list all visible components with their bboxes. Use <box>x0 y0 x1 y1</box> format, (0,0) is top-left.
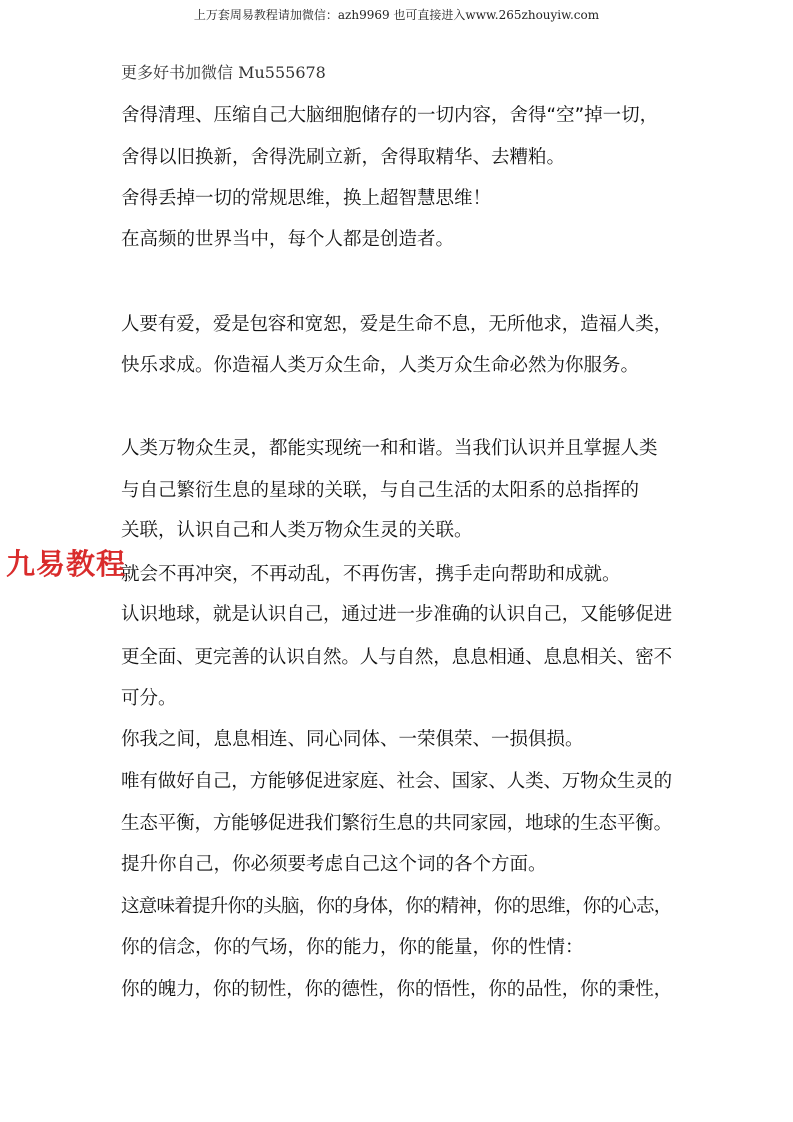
body-line: 你我之间，息息相连、同心同体、一荣俱荣、一损俱损。 <box>121 729 584 750</box>
header-banner: 上万套周易教程请加微信：azh9969 也可直接进入www.265zhouyiw.com <box>193 8 600 22</box>
body-line: 生态平衡，方能够促进我们繁衍生息的共同家园，地球的生态平衡。 <box>121 813 673 834</box>
body-line: 你的信念，你的气场，你的能力，你的能量，你的性情： <box>121 937 584 958</box>
body-line: 在高频的世界当中，每个人都是创造者。 <box>121 229 455 250</box>
body-line: 快乐求成。你造福人类万众生命，人类万众生命必然为你服务。 <box>121 355 640 376</box>
body-line: 关联，认识自己和人类万物众生灵的关联。 <box>121 520 473 541</box>
body-line: 舍得丢掉一切的常规思维，换上超智慧思维！ <box>121 188 492 209</box>
body-line: 人要有爱，爱是包容和宽恕，爱是生命不息，无所他求，造福人类， <box>121 314 673 335</box>
body-line: 你的魄力，你的韧性，你的德性，你的悟性，你的品性，你的秉性， <box>121 979 673 1000</box>
body-line: 舍得清理、压缩自己大脑细胞储存的一切内容，舍得“空”掉一切， <box>121 105 659 126</box>
watermark-logo: 九易教程 <box>6 547 127 581</box>
body-line: 就会不再冲突，不再动乱，不再伤害，携手走向帮助和成就。 <box>121 564 621 585</box>
body-line: 更全面、更完善的认识自然。人与自然，息息相通、息息相关、密不 <box>121 647 673 668</box>
body-line: 认识地球，就是认识自己，通过进一步准确的认识自己，又能够促进 <box>121 604 673 625</box>
body-line: 舍得以旧换新，舍得洗刷立新，舍得取精华、去糟粕。 <box>121 147 566 168</box>
body-line: 与自己繁衍生息的星球的关联，与自己生活的太阳系的总指挥的 <box>121 480 640 501</box>
body-line: 唯有做好自己，方能够促进家庭、社会、国家、人类、万物众生灵的 <box>121 771 673 792</box>
body-line: 这意味着提升你的头脑，你的身体，你的精神，你的思维，你的心志， <box>121 896 672 917</box>
subtitle: 更多好书加微信 Mu555678 <box>121 63 326 82</box>
body-line: 人类万物众生灵，都能实现统一和和谐。当我们认识并且掌握人类 <box>121 438 658 459</box>
body-line: 提升你自己，你必须要考虑自己这个词的各个方面。 <box>121 854 547 875</box>
body-line: 可分。 <box>121 688 177 709</box>
